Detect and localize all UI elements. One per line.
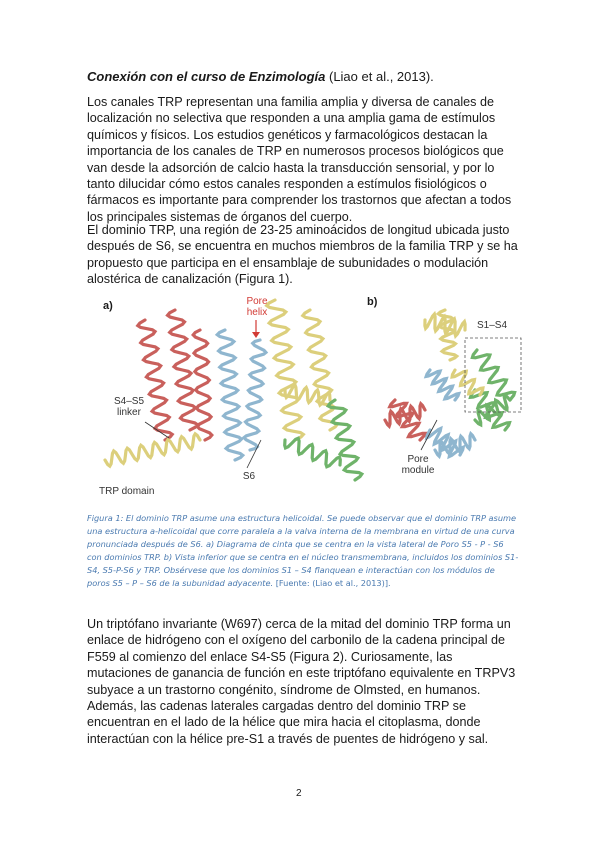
panel-a-ribbons: [105, 300, 362, 480]
yellow-helix: [267, 300, 304, 440]
yellow-helix: [303, 310, 337, 430]
blue-helix: [427, 429, 463, 457]
paragraph-tryptophan: Un triptófano invariante (W697) cerca de la mitad del dominio TRP forma un enlace de hidrógeno con el oxígeno del carbonilo de la cadena principal de F559 al comienzo del enlace S4-S5 (Figura 2). Curiosamente, las mutaciones de ganancia de función en este triptófano equivalente en TRPV3 subyace a un trastorno congénito, síndrome de Olmsted, en humanos. Además, las cadenas laterales cargadas dentro del dominio TRP se encuentran en el lado de la hélice que mira hacia el citoplasma, donde interactúan con la hélice pre-S1 a través de puentes de hidrógeno y sal.: [87, 617, 516, 746]
blue-helix: [244, 340, 266, 450]
green-helix: [285, 438, 341, 466]
panel-b-ribbons: [385, 310, 515, 457]
s1-s4-label: S1–S4: [476, 320, 508, 331]
caption-text: Figura 1: El dominio TRP asume una estructura helicoidal. Se puede observar que el dominio TRP asume una estructura a-helicoidal que corre paralela a la valva interna de la membrana en virtud de una curva pronunciada después de S6. a) Diagrama de cinta que se centra en la vista lateral de Poro S5 - P - S6 con dominios TRP. b) Vista inferior que se centra en el núcleo transmembrana, incluidos los dominios S1-S4, S5-P-S6 y TRP. Obsérvese que los dominios S1 – S4 flanquean e interactúan con los módulos de poros S5 – P – S6 de la subunidad adyacente.: [87, 513, 519, 588]
green-helix: [328, 400, 362, 480]
red-helix: [168, 310, 198, 430]
heading-title: Conexión con el curso de Enzimología: [87, 69, 326, 84]
blue-helix: [217, 330, 242, 460]
figure-caption: [87, 512, 519, 590]
green-helix: [475, 395, 510, 425]
paragraph-intro: Los canales TRP representan una familia amplia y diversa de canales de localización no selectiva que responden a una amplia gama de estímulos químicos y físicos. Los estudios genéticos y farmacológicos destacan la importancia de los canales de TRP en numerosos procesos biológicos que van desde la adsorción de calcio hasta la transducción sensorial, y por lo tanto dilucidar cómo estos canales responden a estímulos fisiológicos o fármacos es importante para comprender los trastornos que afectan a todos los principales sistemas de órganos del cuerpo.: [87, 95, 512, 224]
trp-domain-helix: [105, 434, 200, 466]
pore-module-label: Pore module: [401, 454, 435, 476]
page-number: 2: [296, 788, 302, 799]
pore-helix-label: Pore helix: [246, 296, 268, 318]
panel-a-label: a): [103, 300, 113, 312]
figure-1: [85, 290, 525, 502]
green-helix: [472, 350, 514, 400]
heading-citation: (Liao et al., 2013).: [325, 69, 434, 84]
s6-label: S6: [242, 471, 256, 482]
section-heading: [87, 68, 527, 85]
pore-helix-arrowhead: [252, 332, 260, 338]
panel-b-label: b): [367, 296, 378, 308]
paragraph-trp-domain: El dominio TRP, una región de 23-25 aminoácidos de longitud ubicada justo después de S6, se encuentra en muchos miembros de la familia TRP y se ha propuesto que participa en el ensamblaje de subunidades o modulación alostérica de canalización (Figura 1).: [87, 223, 518, 287]
s4-s5-linker-label: S4–S5 linker: [113, 396, 145, 418]
yellow-helix: [452, 370, 483, 395]
red-helix: [138, 320, 172, 440]
caption-source: [Fuente: (Liao et al., 2013)].: [275, 578, 391, 588]
trp-domain-label: TRP domain: [99, 486, 155, 497]
